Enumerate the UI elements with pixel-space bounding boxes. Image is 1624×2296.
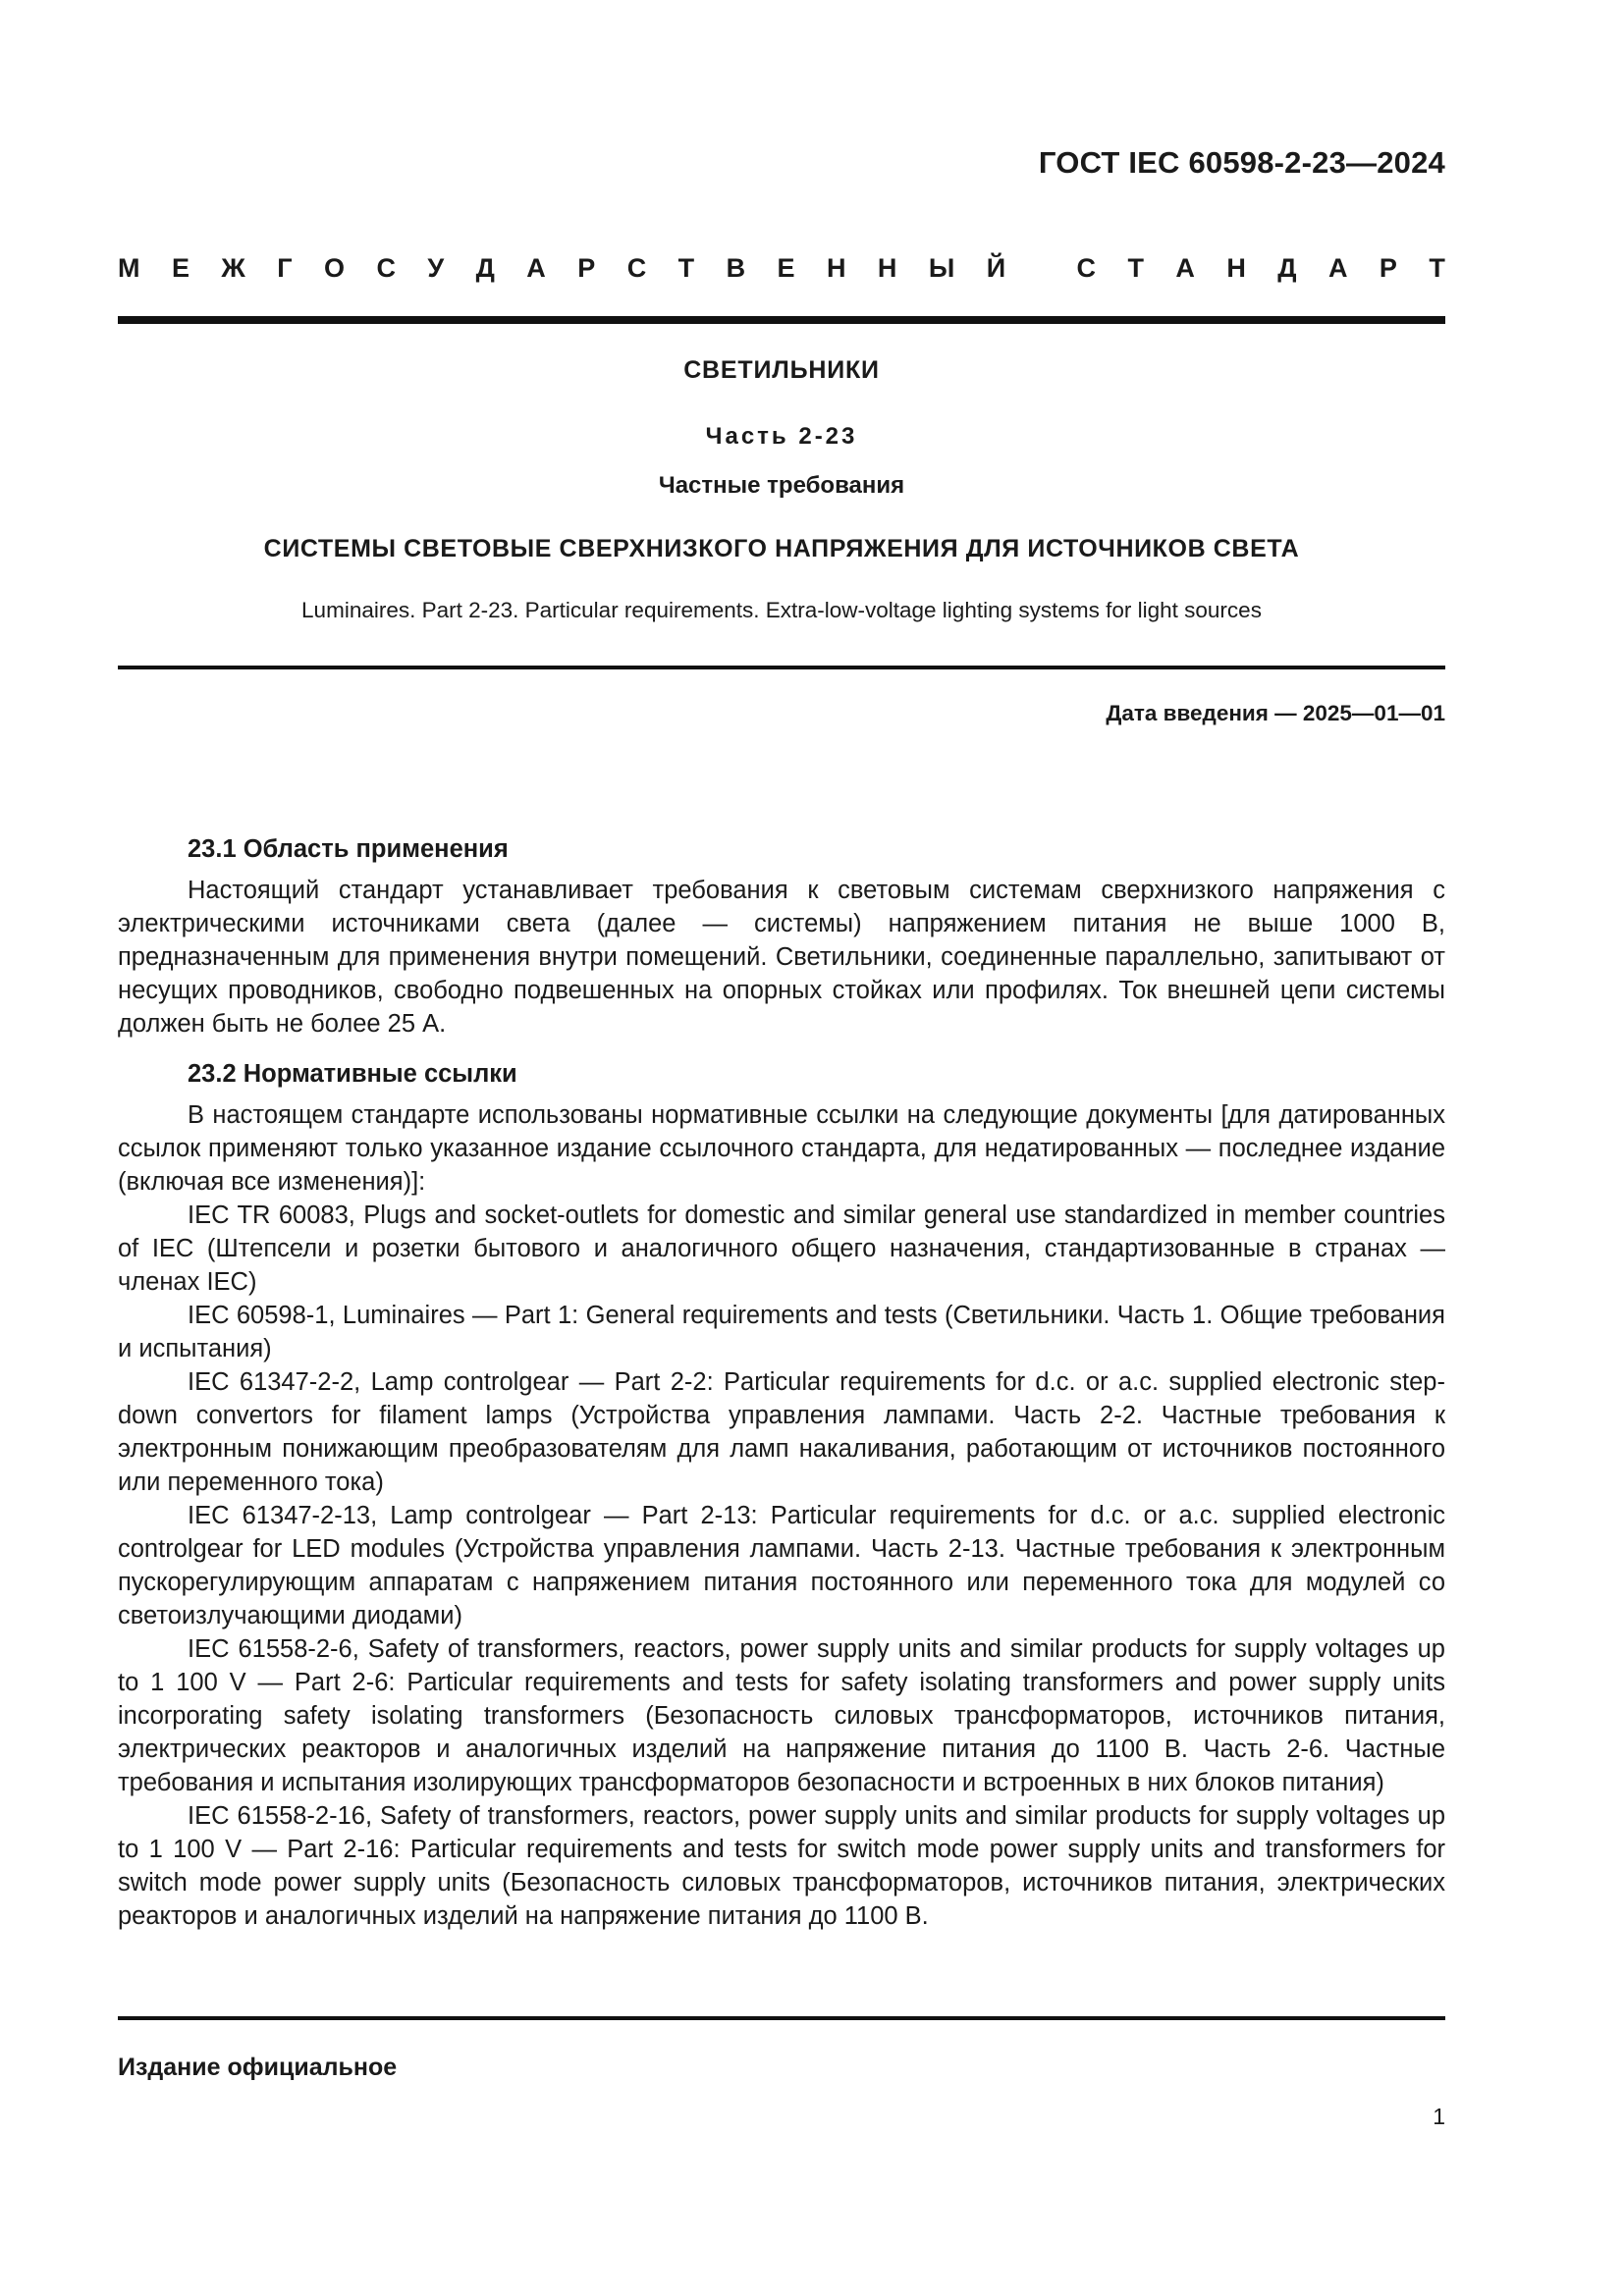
reference-item: IEC 61558-2-6, Safety of transformers, reactors, power supply units and similar products for supply voltages up to 1 100 V — Part 2-6: Particular requirements and tests for safety isolating transformers and power supply units incorporating safety isolating transformers (Безопасность силовых трансформаторов, источников питания, электрических реакторов и аналогичных изделий на напряжение питания до 1100 В. Часть 2-6. Частные требования и испытания изолирующих трансформаторов безопасности и встроенных в них блоков питания) <box>118 1635 1445 1796</box>
section-paragraph: Настоящий стандарт устанавливает требования к световым системам сверхнизкого напряжения с электрическими источниками света (далее — системы) напряжением питания не выше 1000 В, предназначенным для применения внутри помещений. Светильники, соединенные параллельно, запитывают от несущих проводников, свободно подвешенных на опорных стойках или профилях. Ток внешней цепи системы должен быть не более 25 А. <box>118 877 1445 1038</box>
standard-type-letter: В <box>726 253 746 283</box>
header-divider <box>118 316 1445 324</box>
standard-type-letter: С <box>376 253 396 283</box>
standard-type-letter: С <box>626 253 647 283</box>
standard-type-letter: М <box>118 253 140 283</box>
standard-type-letter: Н <box>1226 253 1246 283</box>
standard-type-letter: Н <box>826 253 846 283</box>
standard-type-letter: О <box>323 253 345 283</box>
standard-type-letter: Й <box>986 253 1006 283</box>
standard-type-letter: С <box>1076 253 1096 283</box>
standard-code: ГОСТ IEC 60598-2-23—2024 <box>1038 145 1445 180</box>
standard-type-letter: А <box>1175 253 1195 283</box>
document-title: СВЕТИЛЬНИКИ <box>683 356 880 384</box>
standard-type-letter: Т <box>677 253 695 283</box>
reference-item: IEC TR 60083, Plugs and socket-outlets for domestic and similar general use standardized in member countries of IEC (Штепсели и розетки бытового и аналогичного общего назначения, стандартизованные в странах — членах IEC) <box>118 1201 1445 1296</box>
standard-type-letter: А <box>1327 253 1348 283</box>
reference-item: IEC 61558-2-16, Safety of transformers, reactors, power supply units and similar products for supply voltages up to 1 100 V — Part 2-16: Particular requirements and tests for switch mode power supply units and transformers for switch mode power supply units (Безопасность силовых трансформаторов, источников питания, электрических реакторов и аналогичных изделий на напряжение питания до 1100 В. <box>118 1802 1445 1930</box>
part-number: Часть 2-23 <box>705 423 858 450</box>
section-heading-references: 23.2 Нормативные ссылки <box>188 1060 517 1088</box>
standard-type-letter: Р <box>577 253 596 283</box>
english-title: Luminaires. Part 2-23. Particular requirements. Extra-low-voltage lighting systems for light sources <box>301 598 1262 622</box>
reference-item: IEC 61347-2-2, Lamp controlgear — Part 2-2: Particular requirements for d.c. or a.c. supplied electronic step-down convertors for filament lamps (Устройства управления лампами. Часть 2-2. Частные требования к электронным понижающим преобразователям для ламп накаливания, работающим от источников постоянного или переменного тока) <box>118 1368 1445 1496</box>
standard-type-letter: Р <box>1379 253 1397 283</box>
standard-type-letter: А <box>526 253 546 283</box>
standard-type-letter: Т <box>1429 253 1445 283</box>
standard-type-letter: Е <box>777 253 795 283</box>
standard-type-letter: Д <box>1277 253 1297 283</box>
title-divider <box>118 666 1445 669</box>
document-body <box>118 832 1445 1933</box>
standard-type-letter: Ы <box>928 253 955 283</box>
section-paragraph: В настоящем стандарте использованы нормативные ссылки на следующие документы [для датированных ссылок применяют только указанное издание ссылочного стандарта, для недатированных — последнее издание (включая все изменения)]: <box>118 1101 1445 1196</box>
standard-type-letter <box>1038 253 1046 284</box>
standard-type-letter: Т <box>1127 253 1144 283</box>
footer-divider <box>118 2016 1445 2020</box>
official-edition-label: Издание официальное <box>118 2054 398 2081</box>
standard-type-letter: У <box>427 253 445 283</box>
part-subtitle: Частные требования <box>658 472 905 499</box>
reference-item: IEC 60598-1, Luminaires — Part 1: General requirements and tests (Светильники. Часть 1. Общие требования и испытания) <box>118 1302 1445 1362</box>
standard-type-letter: Е <box>171 253 189 283</box>
section-heading-scope: 23.1 Область применения <box>188 835 509 863</box>
standard-type-heading <box>118 253 1445 284</box>
standard-type-letter: Г <box>277 253 293 283</box>
standard-type-letter: Ж <box>221 253 245 283</box>
standard-type-letter: Д <box>475 253 495 283</box>
reference-item: IEC 61347-2-13, Lamp controlgear — Part 2-13: Particular requirements for d.c. or a.c. supplied electronic controlgear for LED modules (Устройства управления лампами. Часть 2-13. Частные требования к электронным пускорегулирующим аппаратам с напряжением питания постоянного или переменного тока для модулей со светоизлучающими диодами) <box>118 1502 1445 1629</box>
document-subtitle: СИСТЕМЫ СВЕТОВЫЕ СВЕРХНИЗКОГО НАПРЯЖЕНИЯ ДЛЯ ИСТОЧНИКОВ СВЕТА <box>263 535 1300 562</box>
page-number: 1 <box>1433 2104 1445 2129</box>
introduction-date: Дата введения — 2025—01—01 <box>1106 701 1445 725</box>
standard-type-letter: Н <box>877 253 897 283</box>
